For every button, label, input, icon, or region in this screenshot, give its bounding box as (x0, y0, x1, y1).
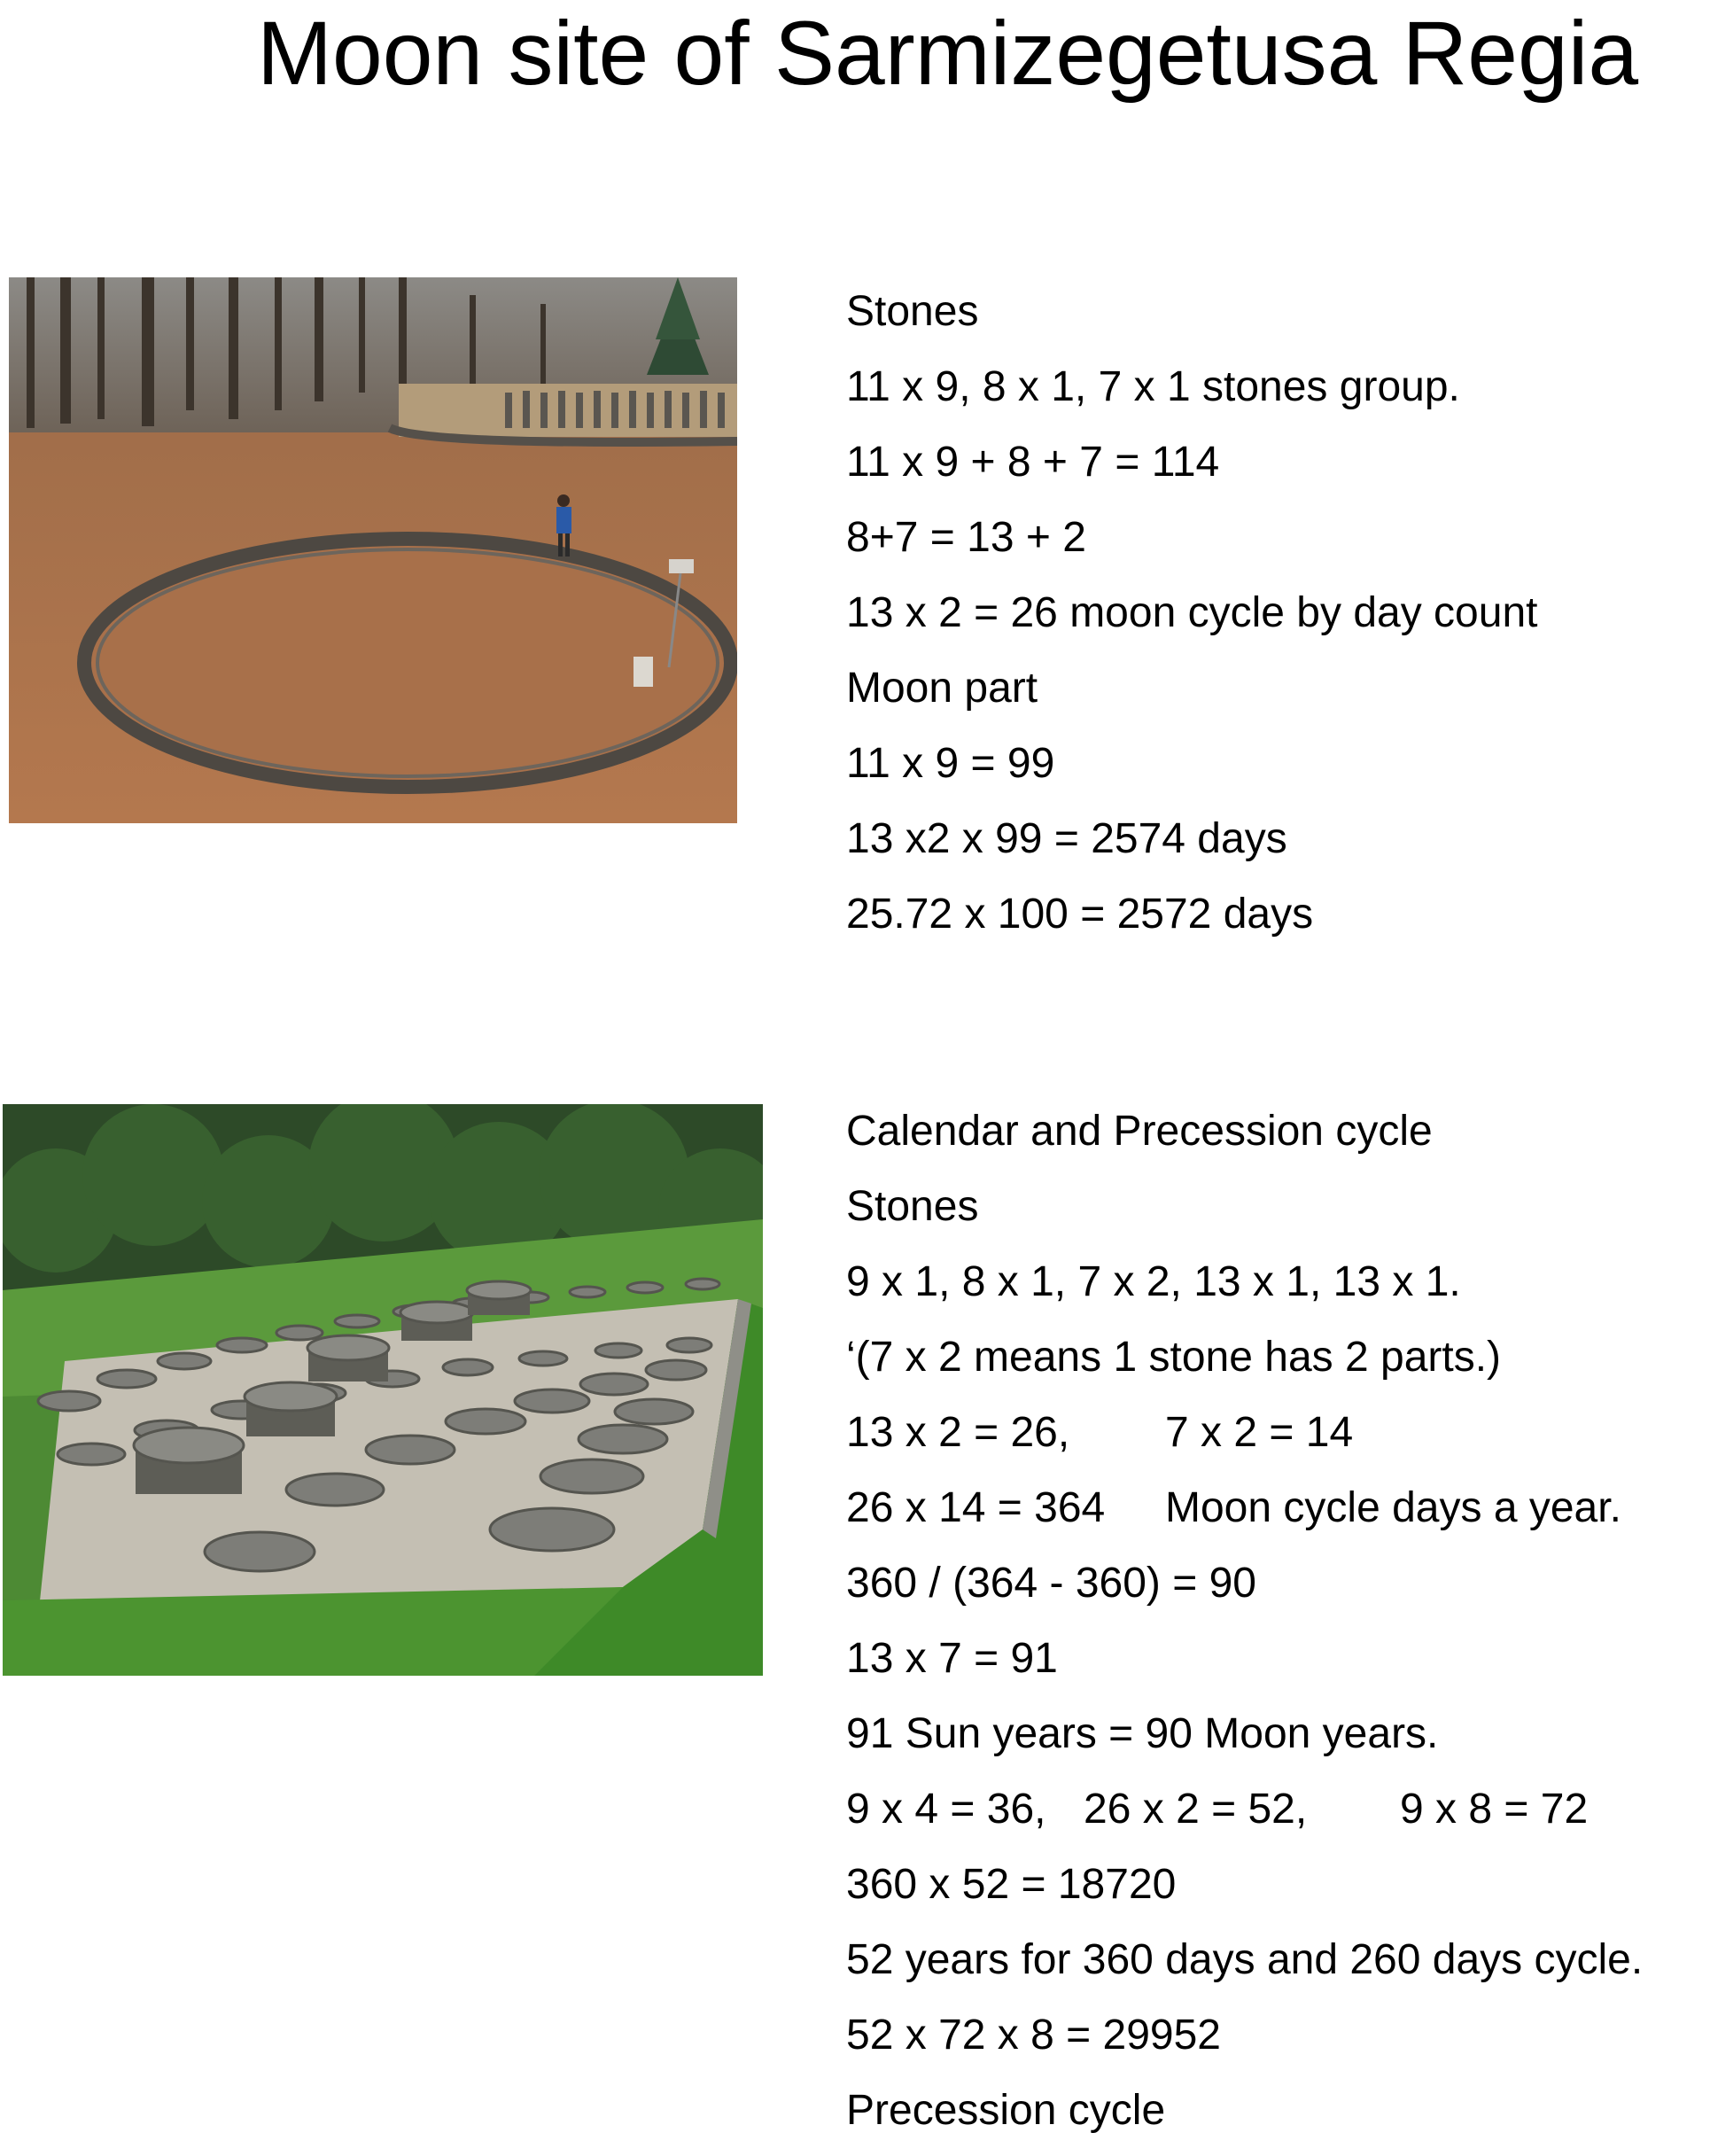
text-segment: 9 x 4 = 36, (846, 1786, 1046, 1833)
text-line: 11 x 9, 8 x 1, 7 x 1 stones group. (846, 363, 1460, 410)
text-line (846, 1478, 1643, 1553)
text-line: Calendar and Precession cycle (846, 1108, 1433, 1155)
text-line: 52 years for 360 days and 260 days cycle. (846, 1936, 1644, 1983)
text-line: Precession cycle (846, 2087, 1166, 2134)
text-line: 8+7 = 13 + 2 (846, 514, 1086, 561)
page-title: Moon site of Sarmizegetusa Regia (257, 3, 1639, 104)
text-segment: Moon cycle days a year. (1165, 1484, 1621, 1531)
text-line: ‘(7 x 2 means 1 stone has 2 parts.) (846, 1334, 1502, 1381)
text-line: Stones (846, 288, 979, 335)
text-line: Stones (846, 1183, 979, 1230)
text-line: 13 x2 x 99 = 2574 days (846, 815, 1287, 862)
moon-part-calculations (846, 282, 1537, 960)
text-line: 91 Sun years = 90 Moon years. (846, 1710, 1439, 1757)
text-line: 13 x 7 = 91 (846, 1635, 1058, 1682)
text-line: 52 x 72 x 8 = 29952 (846, 2012, 1221, 2059)
text-line: 13 x 2 = 26 moon cycle by day count (846, 589, 1538, 636)
text-line: 25.72 x 100 = 2572 days (846, 891, 1314, 938)
stone-disc-rows-photo (3, 1104, 763, 1676)
calendar-precession-calculations (846, 1101, 1643, 2156)
text-line: Moon part (846, 665, 1038, 712)
text-line: 360 / (364 - 360) = 90 (846, 1560, 1256, 1607)
text-segment: 26 x 2 = 52, (1084, 1786, 1308, 1833)
text-line (846, 1779, 1643, 1855)
text-line: 11 x 9 = 99 (846, 740, 1055, 787)
text-line (846, 1403, 1643, 1478)
text-segment: 9 x 8 = 72 (1400, 1786, 1589, 1833)
text-line: 360 x 52 = 18720 (846, 1861, 1177, 1908)
text-segment: 26 x 14 = 364 (846, 1484, 1106, 1531)
text-segment: 7 x 2 = 14 (1165, 1409, 1354, 1456)
text-line: 9 x 1, 8 x 1, 7 x 2, 13 x 1, 13 x 1. (846, 1258, 1461, 1305)
text-segment: 13 x 2 = 26, (846, 1409, 1070, 1456)
stone-circle-photo (9, 277, 737, 823)
text-line: 11 x 9 + 8 + 7 = 114 (846, 439, 1220, 486)
